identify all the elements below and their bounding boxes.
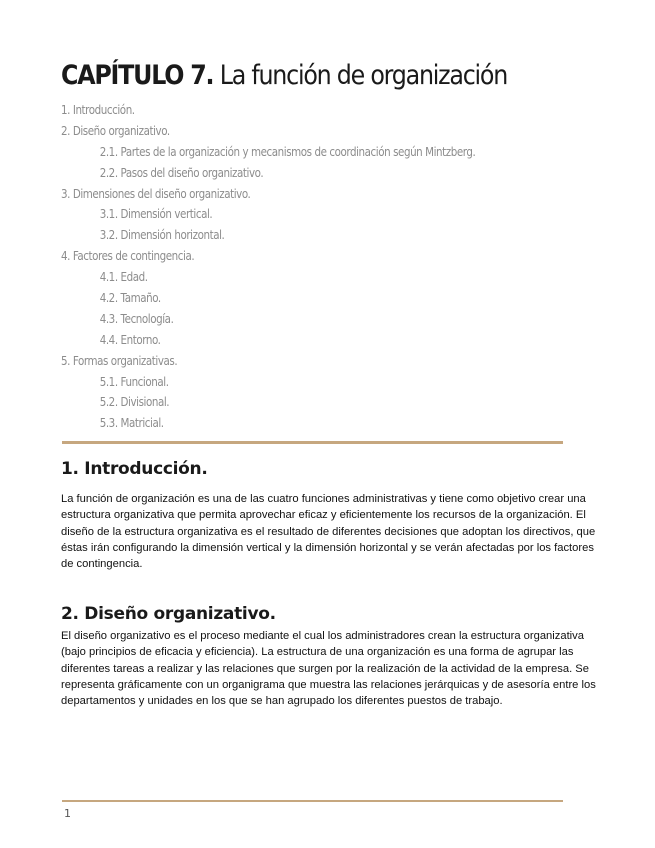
toc-item: 5. Formas organizativas. [61,353,178,368]
toc-subitem: 3.1. Dimensión vertical. [99,207,213,222]
toc-subitem: 2.1. Partes de la organización y mecanismos de coordinación según Mintzberg. [99,144,476,159]
section-heading-introduccion: 1. Introducción. [61,459,208,479]
toc-subitem: 5.1. Funcional. [99,374,169,389]
toc-subitem: 2.2. Pasos del diseño organizativo. [99,165,264,180]
toc-item: 4. Factores de contingencia. [61,249,195,264]
chapter-title-text: La función de organización [219,60,508,91]
toc-subitem: 4.1. Edad. [99,270,148,285]
section-body-diseno: El diseño organizativo es el proceso mediante el cual los administradores crean la estructura organizativa (bajo principios de eficacia y eficiencia). La estructura de una organización es una forma de agrupar las diferentes tareas a realizar y las relaciones que surgen por la realización de la actividad de la empresa. Se representa gráficamente con un organigrama que muestra las relaciones jerárquicas y de asesoría entre los departamentos y unidades en los que se han agrupado los diferentes puestos de trabajo. [61,630,596,708]
section-heading-diseno: 2. Diseño organizativo. [61,604,276,624]
toc-subitem: 4.4. Entorno. [99,332,161,347]
chapter-label: CAPÍTULO 7. [61,60,214,91]
toc-subitem: 4.3. Tecnología. [99,311,174,326]
toc-item: 2. Diseño organizativo. [61,123,170,138]
table-of-contents [61,100,581,434]
toc-subitem: 5.3. Matricial. [99,416,164,431]
page-number: 1 [64,807,71,820]
section-divider [62,441,563,444]
toc-item: 1. Introducción. [61,103,135,117]
toc-subitem: 3.2. Dimensión horizontal. [99,228,225,243]
toc-subitem: 4.2. Tamaño. [99,291,161,306]
toc-subitem: 5.2. Divisional. [99,395,170,410]
toc-item: 3. Dimensiones del diseño organizativo. [61,186,251,201]
footer-divider [62,800,563,802]
section-body-introduccion: La función de organización es una de las cuatro funciones administrativas y tiene como objetivo crear una estructura organizativa que permita aprovechar eficaz y eficientemente los recursos de la organización. El diseño de la estructura organizativa es el resultado de diferentes decisiones que adoptan los directivos, que éstas irán configurando la dimensión vertical y la dimensión horizontal y se verán afectadas por los factores de contingencia. [61,493,596,571]
chapter-title [61,60,507,91]
